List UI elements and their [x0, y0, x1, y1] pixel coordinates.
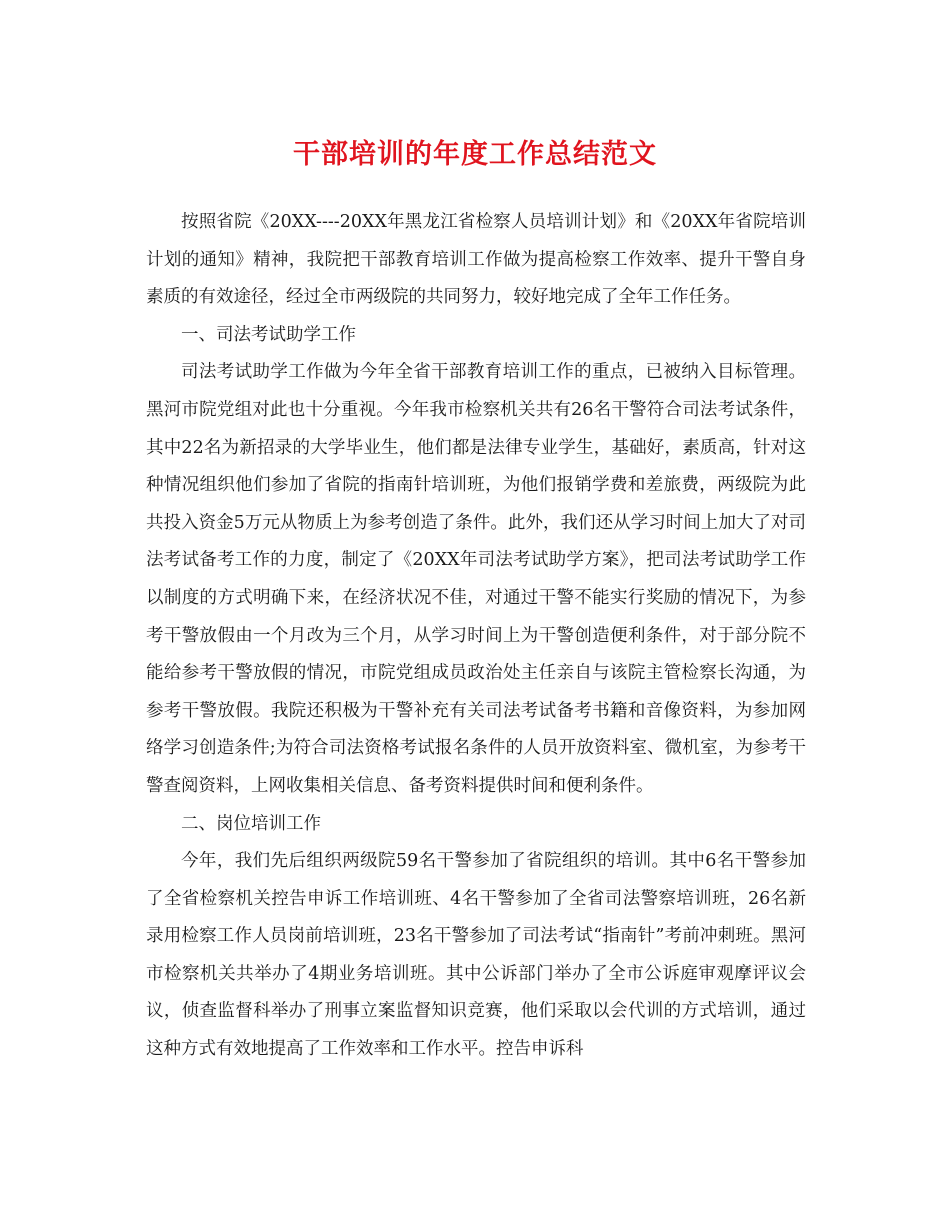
post-training-paragraph: 今年，我们先后组织两级院59名干警参加了省院组织的培训。其中6名干警参加了全省检察机关控告申诉工作培训班、4名干警参加了全省司法警察培训班，26名新录用检察工作人员岗前培训班，23名干警参加了司法考试“指南针”考前冲刺班。黑河市检察机关共举办了4期业务培训班。其中公诉部门举办了全市公诉庭审观摩评议会议，侦查监督科举办了刑事立案监督知识竞赛，他们采取以会代训的方式培训，通过这种方式有效地提高了工作效率和工作水平。控告申诉科 [146, 851, 806, 1060]
judicial-exam-paragraph: 司法考试助学工作做为今年全省干部教育培训工作的重点，已被纳入目标管理。黑河市院党组对此也十分重视。今年我市检察机关共有26名干警符合司法考试条件，其中22名为新招录的大学毕业生，他们都是法律专业学生，基础好，素质高，针对这种情况组织他们参加了省院的指南针培训班，为他们报销学费和差旅费，两级院为此共投入资金5万元从物质上为参考创造了条件。此外，我们还从学习时间上加大了对司法考试备考工作的力度，制定了《20XX年司法考试助学方案》，把司法考试助学工作以制度的方式明确下来，在经济状况不佳，对通过干警不能实行奖励的情况下，为参考干警放假由一个月改为三个月，从学习时间上为干警创造便利条件，对于部分院不能给参考干警放假的情况，市院党组成员政治处主任亲自与该院主管检察长沟通，为参考干警放假。我院还积极为干警补充有关司法考试备考书籍和音像资料，为参加网络学习创造条件;为符合司法资格考试报名条件的人员开放资料室、微机室，为参考干警查阅资料，上网收集相关信息、备考资料提供时间和便利条件。 [146, 362, 806, 796]
intro-paragraph: 按照省院《20XX----20XX年黑龙江省检察人员培训计划》和《20XX年省院培训计划的通知》精神，我院把干部教育培训工作做为提高检察工作效率、提升干警自身素质的有效途径，经过全市两级院的共同努力，较好地完成了全年工作任务。 [146, 212, 806, 308]
section-heading-post-training: 二、岗位培训工作 [181, 813, 321, 834]
section-heading-judicial-exam: 一、司法考试助学工作 [181, 324, 356, 345]
document-title: 干部培训的年度工作总结范文 [293, 139, 657, 170]
document-body [146, 204, 806, 1069]
